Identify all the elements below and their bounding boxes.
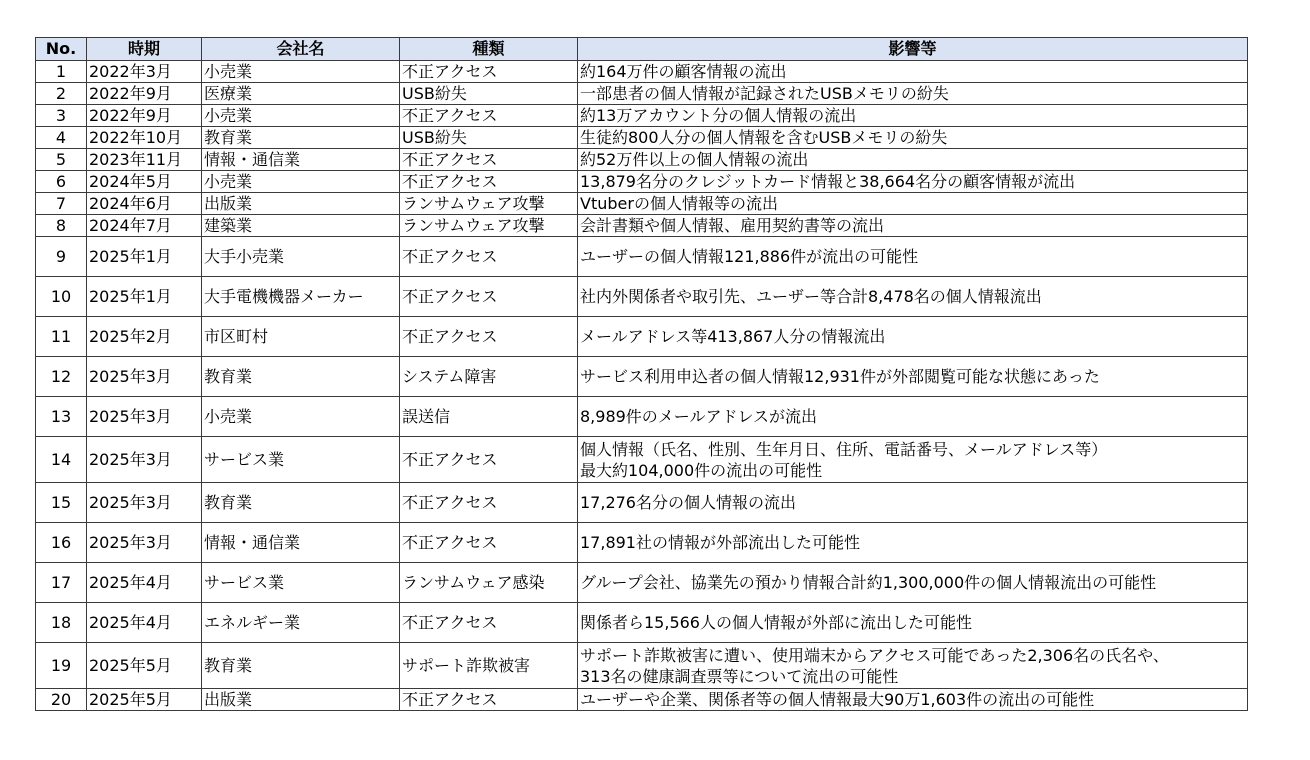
- row-company-cell: 情報・通信業: [202, 149, 400, 171]
- table-row: [36, 83, 1248, 105]
- row-no-cell: 13: [36, 397, 87, 437]
- table-row: [36, 437, 1248, 483]
- row-period-cell: 2025年5月: [87, 689, 202, 711]
- row-company-cell: エネルギー業: [202, 603, 400, 643]
- row-type-cell: 不正アクセス: [400, 171, 578, 193]
- table-row: [36, 61, 1248, 83]
- row-type-cell: ランサムウェア攻撃: [400, 215, 578, 237]
- table-row: [36, 643, 1248, 689]
- row-type-cell: 不正アクセス: [400, 523, 578, 563]
- table-row: [36, 149, 1248, 171]
- table-row: [36, 357, 1248, 397]
- row-period-cell: 2025年5月: [87, 643, 202, 689]
- row-no-cell: 1: [36, 61, 87, 83]
- incident-table: [35, 37, 1248, 711]
- row-type-cell: 誤送信: [400, 397, 578, 437]
- row-type-cell: システム障害: [400, 357, 578, 397]
- row-period-cell: 2025年4月: [87, 563, 202, 603]
- table-row: [36, 603, 1248, 643]
- row-period-cell: 2025年2月: [87, 317, 202, 357]
- row-type-cell: サポート詐欺被害: [400, 643, 578, 689]
- row-no-cell: 6: [36, 171, 87, 193]
- row-no-cell: 10: [36, 277, 87, 317]
- row-period-cell: 2025年1月: [87, 237, 202, 277]
- header-type: 種類: [400, 38, 578, 61]
- row-impact-cell: 17,891社の情報が外部流出した可能性: [578, 523, 1248, 563]
- row-no-cell: 12: [36, 357, 87, 397]
- row-period-cell: 2025年3月: [87, 523, 202, 563]
- row-no-cell: 20: [36, 689, 87, 711]
- header-no: No.: [36, 38, 87, 61]
- row-company-cell: 教育業: [202, 483, 400, 523]
- row-type-cell: 不正アクセス: [400, 603, 578, 643]
- row-no-cell: 5: [36, 149, 87, 171]
- row-impact-cell: 個人情報（氏名、性別、生年月日、住所、電話番号、メールアドレス等） 最大約104,000件の流出の可能性: [578, 437, 1248, 483]
- row-no-cell: 8: [36, 215, 87, 237]
- row-period-cell: 2022年9月: [87, 83, 202, 105]
- table-row: [36, 215, 1248, 237]
- row-period-cell: 2024年6月: [87, 193, 202, 215]
- row-impact-cell: サポート詐欺被害に遭い、使用端末からアクセス可能であった2,306名の氏名や、 313名の健康調査票等について流出の可能性: [578, 643, 1248, 689]
- header-period: 時期: [87, 38, 202, 61]
- row-period-cell: 2023年11月: [87, 149, 202, 171]
- row-type-cell: 不正アクセス: [400, 61, 578, 83]
- table-row: [36, 563, 1248, 603]
- row-impact-cell: 関係者ら15,566人の個人情報が外部に流出した可能性: [578, 603, 1248, 643]
- header-impact: 影響等: [578, 38, 1248, 61]
- row-company-cell: 小売業: [202, 61, 400, 83]
- table-row: [36, 105, 1248, 127]
- row-impact-cell: グループ会社、協業先の預かり情報合計約1,300,000件の個人情報流出の可能性: [578, 563, 1248, 603]
- row-period-cell: 2025年3月: [87, 357, 202, 397]
- table-row: [36, 193, 1248, 215]
- table-row: [36, 317, 1248, 357]
- row-period-cell: 2025年1月: [87, 277, 202, 317]
- row-period-cell: 2025年3月: [87, 483, 202, 523]
- row-impact-cell: 約52万件以上の個人情報の流出: [578, 149, 1248, 171]
- row-impact-cell: Vtuberの個人情報等の流出: [578, 193, 1248, 215]
- row-period-cell: 2025年3月: [87, 437, 202, 483]
- row-period-cell: 2025年4月: [87, 603, 202, 643]
- table-row: [36, 689, 1248, 711]
- row-type-cell: 不正アクセス: [400, 277, 578, 317]
- row-no-cell: 15: [36, 483, 87, 523]
- row-no-cell: 7: [36, 193, 87, 215]
- row-company-cell: 建築業: [202, 215, 400, 237]
- table-row: [36, 523, 1248, 563]
- row-no-cell: 17: [36, 563, 87, 603]
- row-type-cell: 不正アクセス: [400, 149, 578, 171]
- row-company-cell: 教育業: [202, 643, 400, 689]
- row-company-cell: 市区町村: [202, 317, 400, 357]
- table-row: [36, 397, 1248, 437]
- row-impact-cell: メールアドレス等413,867人分の情報流出: [578, 317, 1248, 357]
- row-period-cell: 2022年3月: [87, 61, 202, 83]
- row-company-cell: 出版業: [202, 689, 400, 711]
- row-impact-cell: 17,276名分の個人情報の流出: [578, 483, 1248, 523]
- row-impact-cell: 13,879名分のクレジットカード情報と38,664名分の顧客情報が流出: [578, 171, 1248, 193]
- row-company-cell: 大手電機機器メーカー: [202, 277, 400, 317]
- row-company-cell: 教育業: [202, 127, 400, 149]
- row-company-cell: 大手小売業: [202, 237, 400, 277]
- table-row: [36, 171, 1248, 193]
- row-type-cell: 不正アクセス: [400, 317, 578, 357]
- row-impact-cell: 生徒約800人分の個人情報を含むUSBメモリの紛失: [578, 127, 1248, 149]
- row-type-cell: 不正アクセス: [400, 237, 578, 277]
- row-period-cell: 2022年9月: [87, 105, 202, 127]
- incident-table-sheet: [35, 37, 1248, 711]
- row-impact-cell: 一部患者の個人情報が記録されたUSBメモリの紛失: [578, 83, 1248, 105]
- row-company-cell: 教育業: [202, 357, 400, 397]
- row-type-cell: 不正アクセス: [400, 483, 578, 523]
- row-type-cell: USB紛失: [400, 127, 578, 149]
- row-no-cell: 11: [36, 317, 87, 357]
- row-impact-cell: 約13万アカウント分の個人情報の流出: [578, 105, 1248, 127]
- row-no-cell: 4: [36, 127, 87, 149]
- row-period-cell: 2022年10月: [87, 127, 202, 149]
- row-no-cell: 19: [36, 643, 87, 689]
- row-type-cell: 不正アクセス: [400, 437, 578, 483]
- table-row: [36, 237, 1248, 277]
- row-no-cell: 18: [36, 603, 87, 643]
- row-company-cell: サービス業: [202, 437, 400, 483]
- row-type-cell: 不正アクセス: [400, 105, 578, 127]
- row-period-cell: 2024年5月: [87, 171, 202, 193]
- row-impact-cell: ユーザーや企業、関係者等の個人情報最大90万1,603件の流出の可能性: [578, 689, 1248, 711]
- table-header-row: [36, 38, 1248, 61]
- row-impact-cell: 8,989件のメールアドレスが流出: [578, 397, 1248, 437]
- row-no-cell: 3: [36, 105, 87, 127]
- row-company-cell: サービス業: [202, 563, 400, 603]
- row-company-cell: 小売業: [202, 171, 400, 193]
- row-period-cell: 2024年7月: [87, 215, 202, 237]
- row-no-cell: 2: [36, 83, 87, 105]
- row-impact-cell: サービス利用申込者の個人情報12,931件が外部閲覧可能な状態にあった: [578, 357, 1248, 397]
- table-row: [36, 277, 1248, 317]
- row-type-cell: ランサムウェア攻撃: [400, 193, 578, 215]
- row-type-cell: 不正アクセス: [400, 689, 578, 711]
- row-impact-cell: 会計書類や個人情報、雇用契約書等の流出: [578, 215, 1248, 237]
- row-impact-cell: ユーザーの個人情報121,886件が流出の可能性: [578, 237, 1248, 277]
- table-row: [36, 483, 1248, 523]
- row-type-cell: USB紛失: [400, 83, 578, 105]
- row-no-cell: 14: [36, 437, 87, 483]
- row-type-cell: ランサムウェア感染: [400, 563, 578, 603]
- row-no-cell: 9: [36, 237, 87, 277]
- row-impact-cell: 約164万件の顧客情報の流出: [578, 61, 1248, 83]
- table-row: [36, 127, 1248, 149]
- row-no-cell: 16: [36, 523, 87, 563]
- row-company-cell: 出版業: [202, 193, 400, 215]
- row-company-cell: 医療業: [202, 83, 400, 105]
- row-impact-cell: 社内外関係者や取引先、ユーザー等合計8,478名の個人情報流出: [578, 277, 1248, 317]
- row-company-cell: 小売業: [202, 397, 400, 437]
- row-company-cell: 小売業: [202, 105, 400, 127]
- header-company: 会社名: [202, 38, 400, 61]
- row-period-cell: 2025年3月: [87, 397, 202, 437]
- row-company-cell: 情報・通信業: [202, 523, 400, 563]
